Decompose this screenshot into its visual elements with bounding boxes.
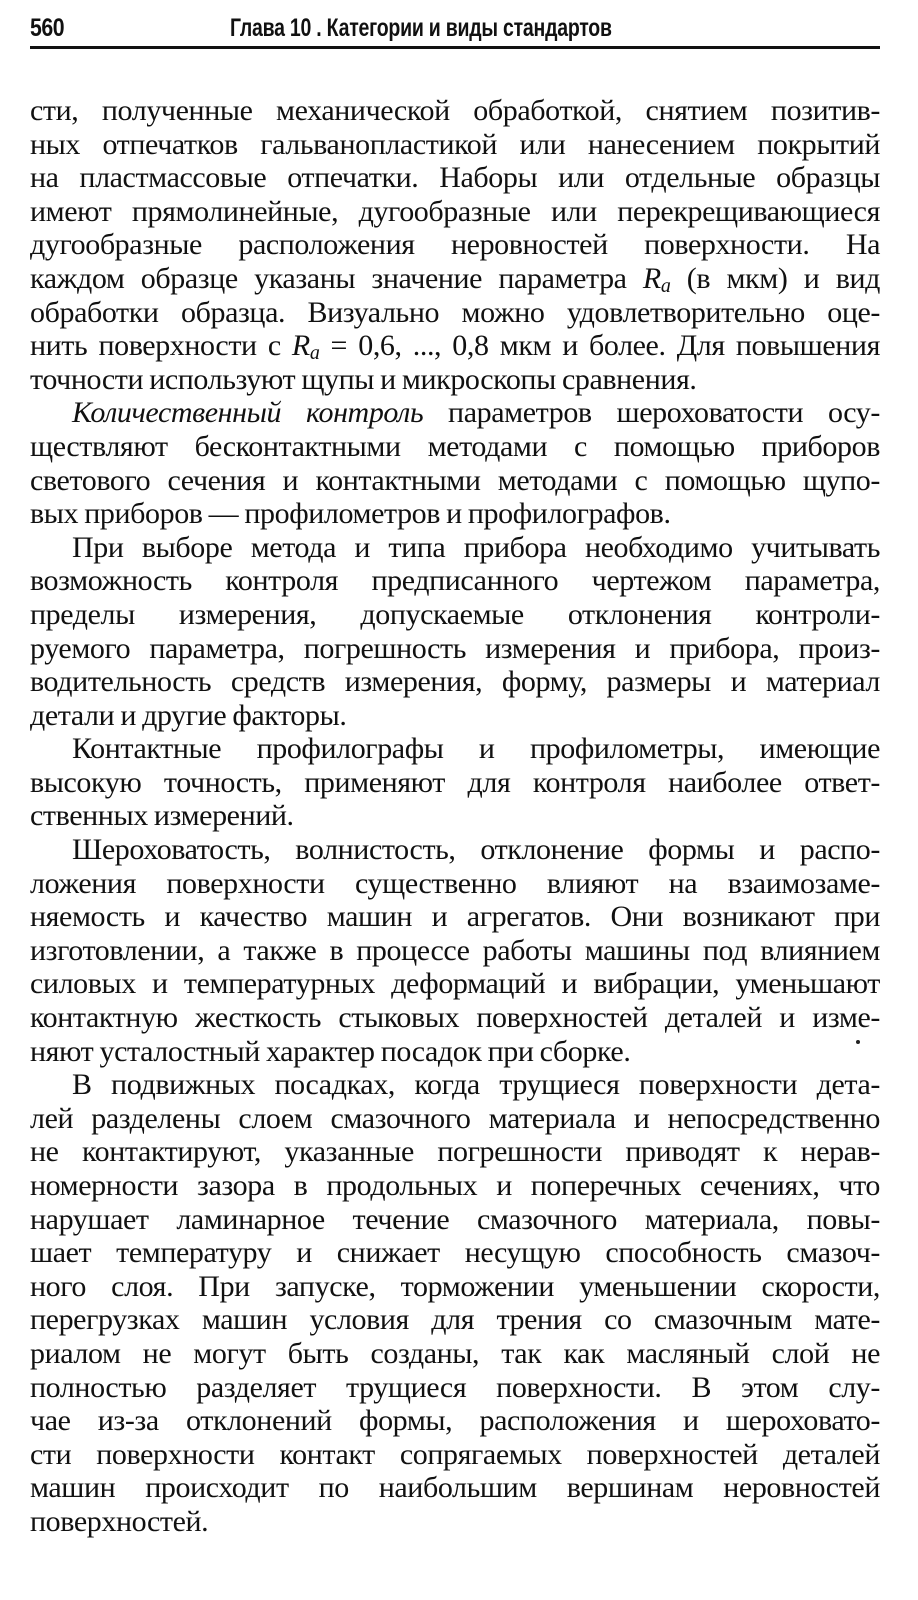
italic-term: Количественный контроль	[72, 396, 424, 430]
text-line: номерности зазора в продольных и поперечных сечениях, что	[30, 1169, 880, 1202]
text-line: сти поверхности контакт сопрягаемых поверхностей деталей	[30, 1437, 880, 1471]
text-line: сти, полученные механической обработкой, снятием позитив-	[30, 94, 880, 127]
text-line: перегрузках машин условия для трения со смазочным мате-	[30, 1303, 880, 1337]
text-line: не контактируют, указанные погрешности приводят к нерав-	[30, 1135, 880, 1169]
text-line: няют усталостный характер посадок при сборке.	[30, 1034, 631, 1068]
text-line: светового сечения и контактными методами с помощью щупо-	[30, 463, 880, 497]
text-line: руемого параметра, погрешность измерения и прибора, произ-	[30, 631, 880, 665]
text-line: контактную жесткость стыковых поверхностей деталей и изме-	[30, 1001, 880, 1035]
text-line: машин происходит по наибольшим вершинам неровностей	[30, 1471, 880, 1505]
param-symbol: $R_a$	[291, 329, 320, 365]
text-line: на пластмассовые отпечатки. Наборы или отдельные образцы	[30, 161, 880, 195]
text-line: Контактные профилографы и профилометры, имеющие	[72, 732, 880, 766]
text-line: полностью разделяет трущиеся поверхности. В этом слу-	[30, 1370, 880, 1404]
text-line: высокую точность, применяют для контроля наиболее ответ-	[30, 765, 880, 799]
text-line: Шероховатость, волнистость, отклонение формы и распо-	[72, 833, 880, 867]
text-line: вых приборов — профилометров и профилографов.	[30, 497, 671, 531]
text-line: нить поверхности с $R_a = 0,6$, ..., 0,8 мкм и более. Для повышения	[30, 329, 880, 365]
param-symbol: $R_a$	[642, 261, 671, 297]
text-line: шает температуру и снижает несущую способность смазоч-	[30, 1236, 880, 1270]
page-number: 560	[30, 14, 65, 42]
text-line: риалом не могут быть созданы, так как масляный слой не	[30, 1336, 880, 1370]
text-line: детали и другие факторы.	[30, 698, 347, 732]
body-text	[30, 94, 880, 1539]
running-header	[30, 10, 880, 49]
text-line: пределы измерения, допускаемые отклонения контроли-	[30, 597, 880, 631]
text-line: поверхностей.	[30, 1504, 209, 1538]
text-line: водительность средств измерения, форму, размеры и материал	[30, 665, 880, 699]
text-line: обработки образца. Визуально можно удовлетворительно оце-	[30, 295, 880, 329]
text-line: точности используют щупы и микроскопы сравнения.	[30, 362, 697, 396]
text-line: возможность контроля предписанного чертежом параметра,	[30, 564, 880, 598]
print-speck	[856, 1040, 860, 1044]
text-line: чае из-за отклонений формы, расположения и шероховато-	[30, 1404, 880, 1438]
text-line: нарушает ламинарное течение смазочного материала, повы-	[30, 1202, 880, 1236]
text-line: изготовлении, а также в процессе работы машины под влиянием	[30, 933, 880, 967]
text-line: При выборе метода и типа прибора необходимо учитывать	[72, 530, 880, 564]
text-line: силовых и температурных деформаций и вибрации, уменьшают	[30, 967, 880, 1001]
text-line: каждом образце указаны значение параметра $R_a$ (в мкм) и вид	[30, 261, 880, 297]
text-line: ществляют бесконтактными методами с помощью приборов	[30, 429, 880, 463]
text-line: В подвижных посадках, когда трущиеся поверхности дета-	[72, 1068, 880, 1102]
text-line: Количественный контроль параметров шероховатости осу-	[72, 396, 880, 430]
text-line: лей разделены слоем смазочного материала и непосредственно	[30, 1101, 880, 1135]
text-line: имеют прямолинейные, дугообразные или перекрещивающиеся	[30, 194, 880, 228]
text-line: ных отпечатков гальванопластикой или нанесением покрытий	[30, 127, 880, 161]
text-line: ного слоя. При запуске, торможении уменьшении скорости,	[30, 1269, 880, 1303]
text-line: ложения поверхности существенно влияют на взаимозаме-	[30, 866, 880, 900]
text-line: няемость и качество машин и агрегатов. Они возникают при	[30, 900, 880, 934]
text-line: дугообразные расположения неровностей поверхности. На	[30, 228, 880, 262]
text-line: ственных измерений.	[30, 799, 294, 833]
chapter-title: Глава 10 . Категории и виды стандартов	[230, 14, 612, 42]
